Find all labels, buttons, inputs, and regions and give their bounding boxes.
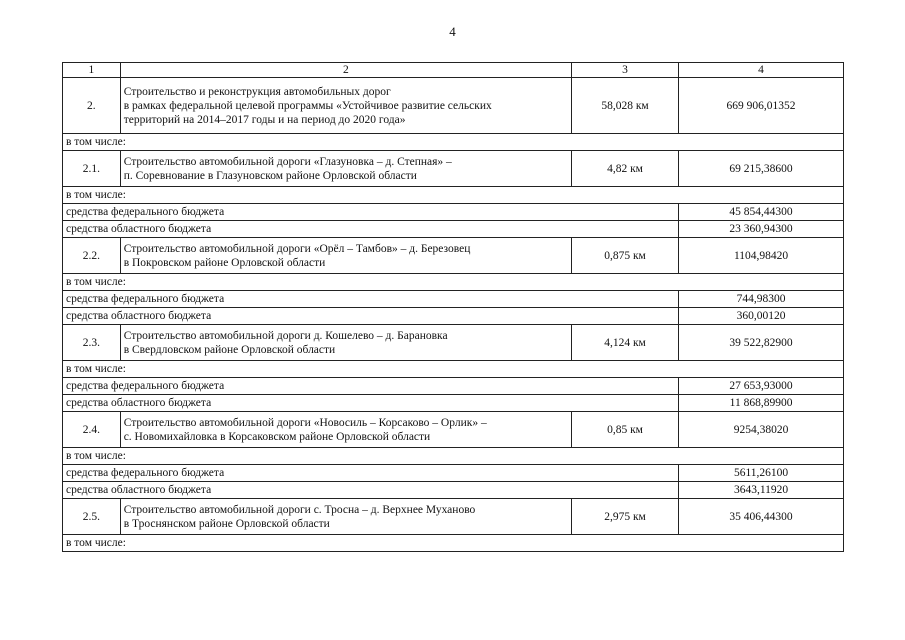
item-name-line: в рамках федеральной целевой программы «Устойчивое развитие сельских: [123, 99, 492, 112]
fund-value: 45 854,44300: [679, 204, 844, 221]
fund-label: средства федерального бюджета: [63, 204, 679, 221]
fund-value: 11 868,89900: [679, 395, 844, 412]
subtitle-row: [63, 535, 844, 552]
fund-value: 27 653,93000: [679, 378, 844, 395]
subtitle-row: [63, 274, 844, 291]
header-col-1: 1: [63, 63, 121, 78]
subtitle-text: в том числе:: [63, 274, 844, 291]
item-name-line: в Покровском районе Орловской области: [123, 256, 326, 269]
fund-row: [63, 378, 844, 395]
item-number: 2.4.: [63, 412, 121, 448]
item-row: [63, 238, 844, 274]
subtitle-row: [63, 134, 844, 151]
fund-label: средства федерального бюджета: [63, 465, 679, 482]
fund-value: 744,98300: [679, 291, 844, 308]
item-name-line: Строительство автомобильной дороги с. Тросна – д. Верхнее Муханово: [123, 503, 476, 516]
item-name: [120, 499, 571, 535]
item-amount: 35 406,44300: [679, 499, 844, 535]
item-number: 2.3.: [63, 325, 121, 361]
fund-row: [63, 395, 844, 412]
item-name-line: Строительство автомобильной дороги «Орёл – Тамбов» – д. Березовец: [123, 242, 471, 255]
fund-row: [63, 291, 844, 308]
fund-row: [63, 465, 844, 482]
item-length: 0,875 км: [571, 238, 678, 274]
fund-label: средства областного бюджета: [63, 308, 679, 325]
item-name-line: с. Новомихайловка в Корсаковском районе Орловской области: [123, 430, 431, 443]
item-amount: 1104,98420: [679, 238, 844, 274]
item-name: [120, 151, 571, 187]
roads-table: [62, 62, 844, 552]
item-length: 4,124 км: [571, 325, 678, 361]
fund-label: средства федерального бюджета: [63, 291, 679, 308]
subtitle-text: в том числе:: [63, 361, 844, 378]
subtitle-text: в том числе:: [63, 187, 844, 204]
fund-label: средства областного бюджета: [63, 395, 679, 412]
item-amount: 39 522,82900: [679, 325, 844, 361]
item-length: 2,975 км: [571, 499, 678, 535]
item-name: [120, 78, 571, 134]
item-name: [120, 238, 571, 274]
subtitle-row: [63, 361, 844, 378]
subtitle-row: [63, 448, 844, 465]
fund-row: [63, 308, 844, 325]
fund-value: 3643,11920: [679, 482, 844, 499]
item-amount: 9254,38020: [679, 412, 844, 448]
item-number: 2.: [63, 78, 121, 134]
item-row: [63, 412, 844, 448]
fund-label: средства областного бюджета: [63, 482, 679, 499]
item-name-line: Строительство автомобильной дороги «Глазуновка – д. Степная» –: [123, 155, 452, 168]
item-number: 2.1.: [63, 151, 121, 187]
fund-row: [63, 482, 844, 499]
item-name-line: в Троснянском районе Орловской области: [123, 517, 330, 530]
fund-value: 5611,26100: [679, 465, 844, 482]
item-name-line: в Свердловском районе Орловской области: [123, 343, 336, 356]
item-name-line: Строительство и реконструкция автомобильных дорог: [123, 85, 391, 98]
subtitle-row: [63, 187, 844, 204]
item-name-line: п. Соревнование в Глазуновском районе Орловской области: [123, 169, 417, 182]
item-name: [120, 325, 571, 361]
fund-value: 360,00120: [679, 308, 844, 325]
table-header-row: [63, 63, 844, 78]
header-col-4: 4: [679, 63, 844, 78]
header-col-2: 2: [120, 63, 571, 78]
item-name: [120, 412, 571, 448]
fund-label: средства областного бюджета: [63, 221, 679, 238]
item-row: [63, 151, 844, 187]
subtitle-text: в том числе:: [63, 448, 844, 465]
item-number: 2.5.: [63, 499, 121, 535]
item-row: [63, 78, 844, 134]
fund-value: 23 360,94300: [679, 221, 844, 238]
item-row: [63, 325, 844, 361]
item-number: 2.2.: [63, 238, 121, 274]
item-length: 0,85 км: [571, 412, 678, 448]
header-col-3: 3: [571, 63, 678, 78]
fund-label: средства федерального бюджета: [63, 378, 679, 395]
item-name-line: Строительство автомобильной дороги д. Кошелево – д. Барановка: [123, 329, 448, 342]
item-name-line: Строительство автомобильной дороги «Новосиль – Корсаково – Орлик» –: [123, 416, 487, 429]
item-length: 4,82 км: [571, 151, 678, 187]
subtitle-text: в том числе:: [63, 134, 844, 151]
item-name-line: территорий на 2014–2017 годы и на период до 2020 года»: [123, 113, 406, 126]
fund-row: [63, 204, 844, 221]
item-length: 58,028 км: [571, 78, 678, 134]
page-number: 4: [449, 24, 456, 39]
item-row: [63, 499, 844, 535]
fund-row: [63, 221, 844, 238]
subtitle-text: в том числе:: [63, 535, 844, 552]
item-amount: 69 215,38600: [679, 151, 844, 187]
item-amount: 669 906,01352: [679, 78, 844, 134]
